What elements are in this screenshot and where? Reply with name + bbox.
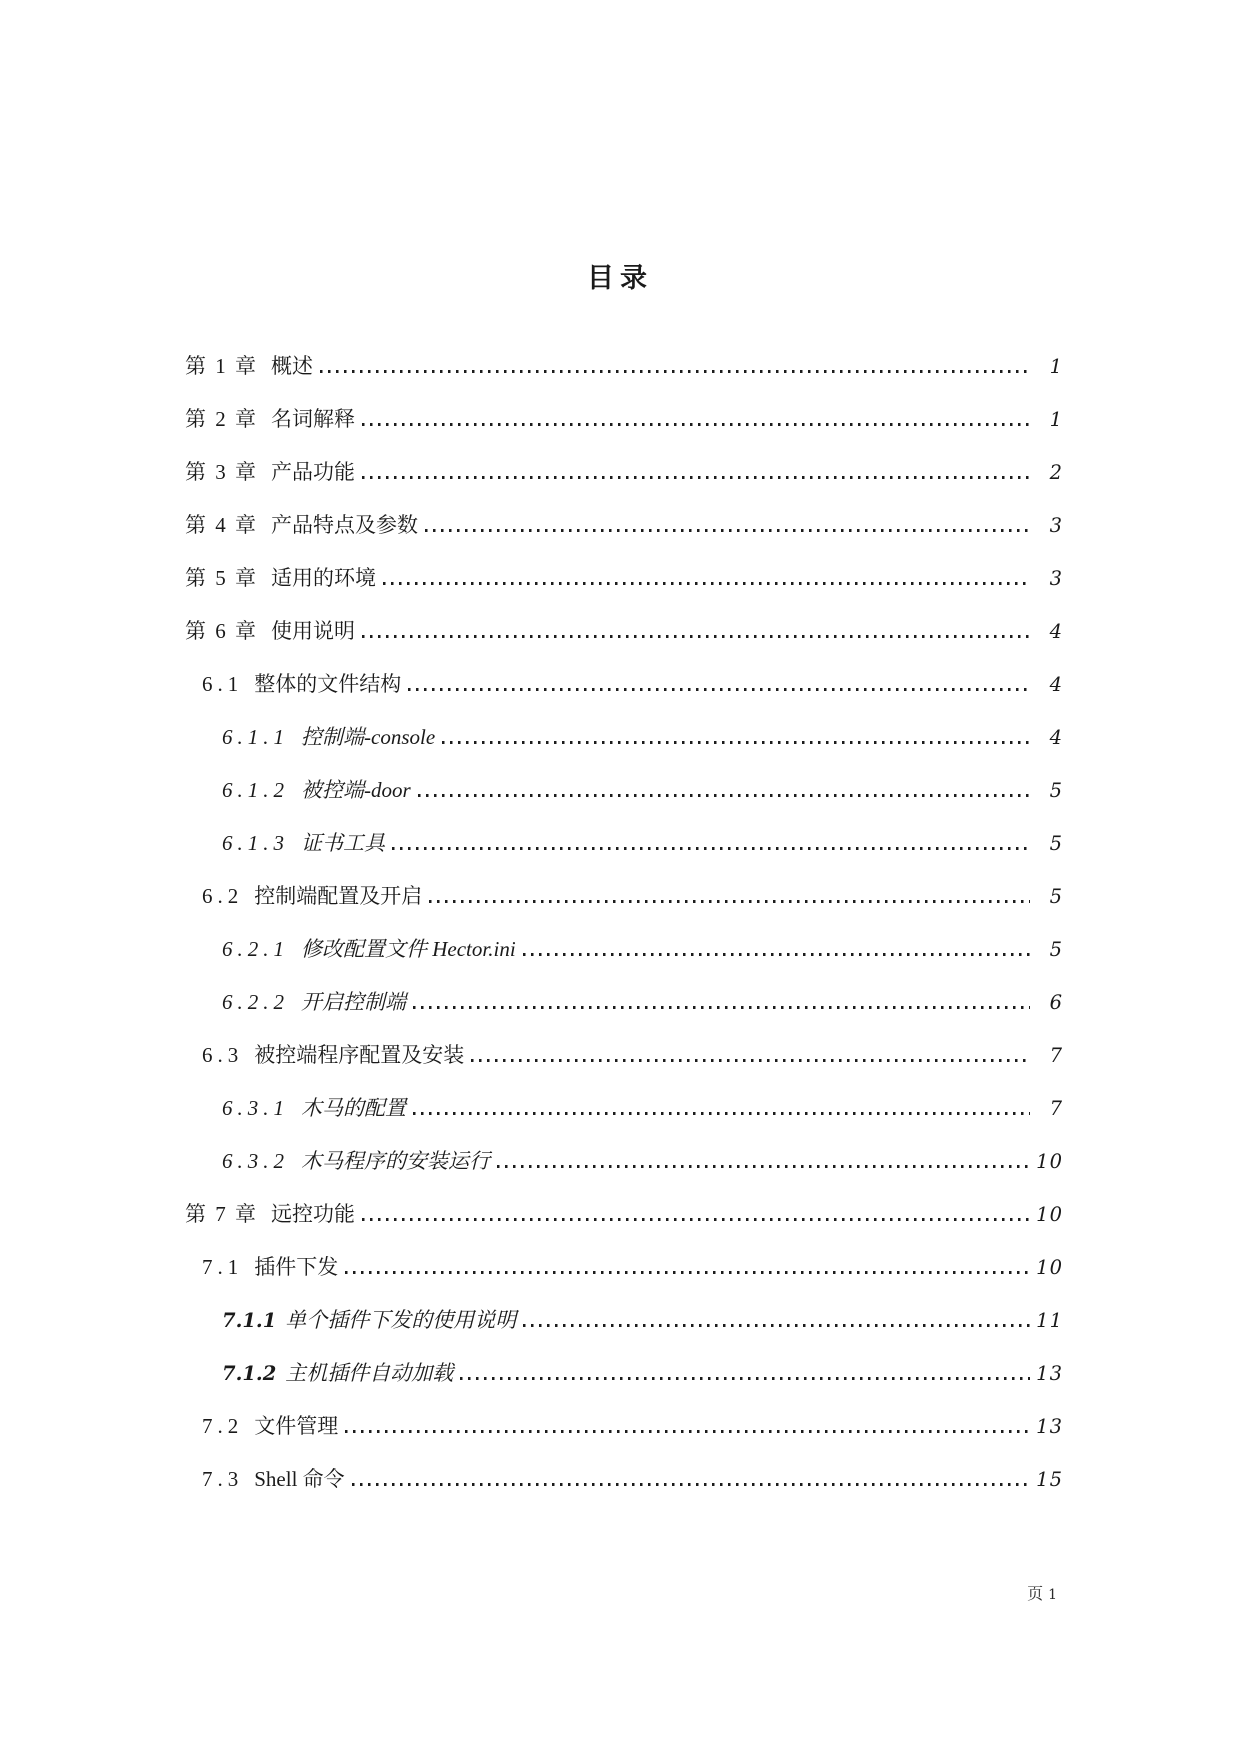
toc-entry-title: 控制端-console xyxy=(301,725,436,749)
toc-entry-title: 木马的配置 xyxy=(301,1096,406,1120)
dot-leader xyxy=(497,1165,1030,1168)
dot-leader xyxy=(442,741,1030,744)
footer-page-number: 1 xyxy=(1048,1587,1058,1603)
dot-leader xyxy=(362,423,1030,426)
dot-leader xyxy=(345,1271,1030,1274)
toc-entry-number: 第 7 章 xyxy=(185,1202,258,1226)
toc-entry-number: 第 1 章 xyxy=(185,354,258,378)
dot-leader xyxy=(429,900,1030,903)
toc-entry[interactable] xyxy=(185,923,1063,976)
toc-entry[interactable] xyxy=(185,393,1063,446)
toc-entry-number: 6.1 xyxy=(202,672,244,696)
dot-leader xyxy=(413,1006,1030,1009)
dot-leader xyxy=(471,1059,1030,1062)
toc-entry-page: 4 xyxy=(1049,620,1063,643)
dot-leader xyxy=(413,1112,1030,1115)
page-title: 目录 xyxy=(587,263,653,293)
toc-entry-title: 修改配置文件 Hector.ini xyxy=(301,937,516,961)
toc-entry-number: 7.1.1 xyxy=(222,1309,277,1332)
toc-entry-page: 7 xyxy=(1049,1097,1063,1120)
toc-entry-page: 2 xyxy=(1049,461,1063,484)
toc-entry-number: 6.3.1 xyxy=(222,1096,289,1120)
toc-entry[interactable] xyxy=(185,1188,1063,1241)
toc-entry[interactable] xyxy=(185,446,1063,499)
toc-entry-page: 5 xyxy=(1049,832,1063,855)
toc-entry-number: 6.1.3 xyxy=(222,831,289,855)
footer-label: 页 xyxy=(1027,1586,1045,1603)
toc-entry-title: 名词解释 xyxy=(271,407,355,431)
toc-entry-title: 文件管理 xyxy=(254,1414,339,1438)
dot-leader xyxy=(383,582,1030,585)
toc-entry-number: 7.2 xyxy=(202,1414,244,1438)
toc-entry[interactable] xyxy=(185,870,1063,923)
toc-entry[interactable] xyxy=(185,1294,1063,1347)
toc-entry-number: 第 3 章 xyxy=(185,460,258,484)
toc-entry[interactable] xyxy=(185,1082,1063,1135)
toc-entry-title: 概述 xyxy=(271,354,313,378)
toc-entry-title: 单个插件下发的使用说明 xyxy=(285,1308,517,1332)
toc-entry-page: 1 xyxy=(1049,355,1063,378)
toc-entry-title: 产品功能 xyxy=(271,460,355,484)
toc-entry[interactable] xyxy=(185,1029,1063,1082)
toc-entry-title: 被控端-door xyxy=(301,778,411,802)
dot-leader xyxy=(523,1324,1030,1327)
toc-entry-number: 6.1.1 xyxy=(222,725,289,749)
toc-entry-number: 7.1 xyxy=(202,1255,244,1279)
page-footer xyxy=(1027,1581,1058,1604)
toc-entry-page: 10 xyxy=(1036,1256,1063,1279)
toc-entry-page: 10 xyxy=(1036,1150,1063,1173)
dot-leader xyxy=(362,635,1030,638)
toc-entry-page: 4 xyxy=(1049,726,1063,749)
table-of-contents xyxy=(185,340,1063,1506)
toc-entry-page: 1 xyxy=(1049,408,1063,431)
toc-entry-number: 6.2.1 xyxy=(222,937,289,961)
toc-entry[interactable] xyxy=(185,1135,1063,1188)
toc-entry-number: 第 2 章 xyxy=(185,407,258,431)
toc-entry-title: 证书工具 xyxy=(301,831,385,855)
toc-entry-page: 6 xyxy=(1049,991,1063,1014)
toc-entry[interactable] xyxy=(185,499,1063,552)
dot-leader xyxy=(523,953,1030,956)
toc-entry-page: 5 xyxy=(1049,938,1063,961)
toc-entry-title: 适用的环境 xyxy=(271,566,376,590)
toc-entry-page: 13 xyxy=(1036,1415,1063,1438)
dot-leader xyxy=(392,847,1030,850)
toc-entry-number: 6.2 xyxy=(202,884,244,908)
toc-entry-title: 插件下发 xyxy=(254,1255,339,1279)
toc-entry-page: 5 xyxy=(1049,779,1063,802)
dot-leader xyxy=(408,688,1030,691)
dot-leader xyxy=(362,1218,1030,1221)
toc-entry-page: 4 xyxy=(1049,673,1063,696)
dot-leader xyxy=(460,1377,1030,1380)
toc-entry-number: 第 6 章 xyxy=(185,619,258,643)
toc-entry-title: 开启控制端 xyxy=(301,990,406,1014)
toc-entry-page: 10 xyxy=(1036,1203,1063,1226)
toc-entry-page: 11 xyxy=(1036,1309,1063,1332)
toc-entry-title: Shell 命令 xyxy=(254,1467,345,1491)
toc-entry-title: 产品特点及参数 xyxy=(271,513,418,537)
toc-entry-title: 被控端程序配置及安装 xyxy=(254,1043,465,1067)
toc-entry-number: 第 4 章 xyxy=(185,513,258,537)
toc-entry[interactable] xyxy=(185,1241,1063,1294)
toc-entry-number: 6.3.2 xyxy=(222,1149,289,1173)
dot-leader xyxy=(352,1483,1030,1486)
toc-entry-number: 6.1.2 xyxy=(222,778,289,802)
toc-entry-title: 使用说明 xyxy=(271,619,355,643)
toc-entry[interactable] xyxy=(185,658,1063,711)
dot-leader xyxy=(425,529,1030,532)
toc-entry-page: 3 xyxy=(1049,567,1063,590)
dot-leader xyxy=(362,476,1030,479)
toc-entry[interactable] xyxy=(185,976,1063,1029)
toc-entry-title: 远控功能 xyxy=(271,1202,355,1226)
toc-entry-number: 第 5 章 xyxy=(185,566,258,590)
toc-entry[interactable] xyxy=(185,552,1063,605)
toc-entry-number: 6.3 xyxy=(202,1043,244,1067)
toc-entry-number: 7.3 xyxy=(202,1467,244,1491)
toc-entry-number: 7.1.2 xyxy=(222,1362,277,1385)
toc-entry-title: 控制端配置及开启 xyxy=(254,884,423,908)
toc-entry-page: 15 xyxy=(1036,1468,1063,1491)
dot-leader xyxy=(418,794,1030,797)
toc-entry-page: 5 xyxy=(1049,885,1063,908)
dot-leader xyxy=(320,370,1030,373)
toc-entry[interactable] xyxy=(185,1453,1063,1506)
toc-entry[interactable] xyxy=(185,605,1063,658)
toc-entry[interactable] xyxy=(185,764,1063,817)
toc-entry-page: 7 xyxy=(1049,1044,1063,1067)
toc-entry-page: 13 xyxy=(1036,1362,1063,1385)
toc-entry-title: 整体的文件结构 xyxy=(254,672,402,696)
toc-entry-title: 主机插件自动加载 xyxy=(285,1361,454,1385)
toc-entry[interactable] xyxy=(185,1400,1063,1453)
toc-entry[interactable] xyxy=(185,1347,1063,1400)
toc-entry-page: 3 xyxy=(1049,514,1063,537)
toc-entry[interactable] xyxy=(185,340,1063,393)
toc-entry[interactable] xyxy=(185,711,1063,764)
toc-entry-number: 6.2.2 xyxy=(222,990,289,1014)
dot-leader xyxy=(345,1430,1030,1433)
toc-entry[interactable] xyxy=(185,817,1063,870)
toc-entry-title: 木马程序的安装运行 xyxy=(301,1149,490,1173)
